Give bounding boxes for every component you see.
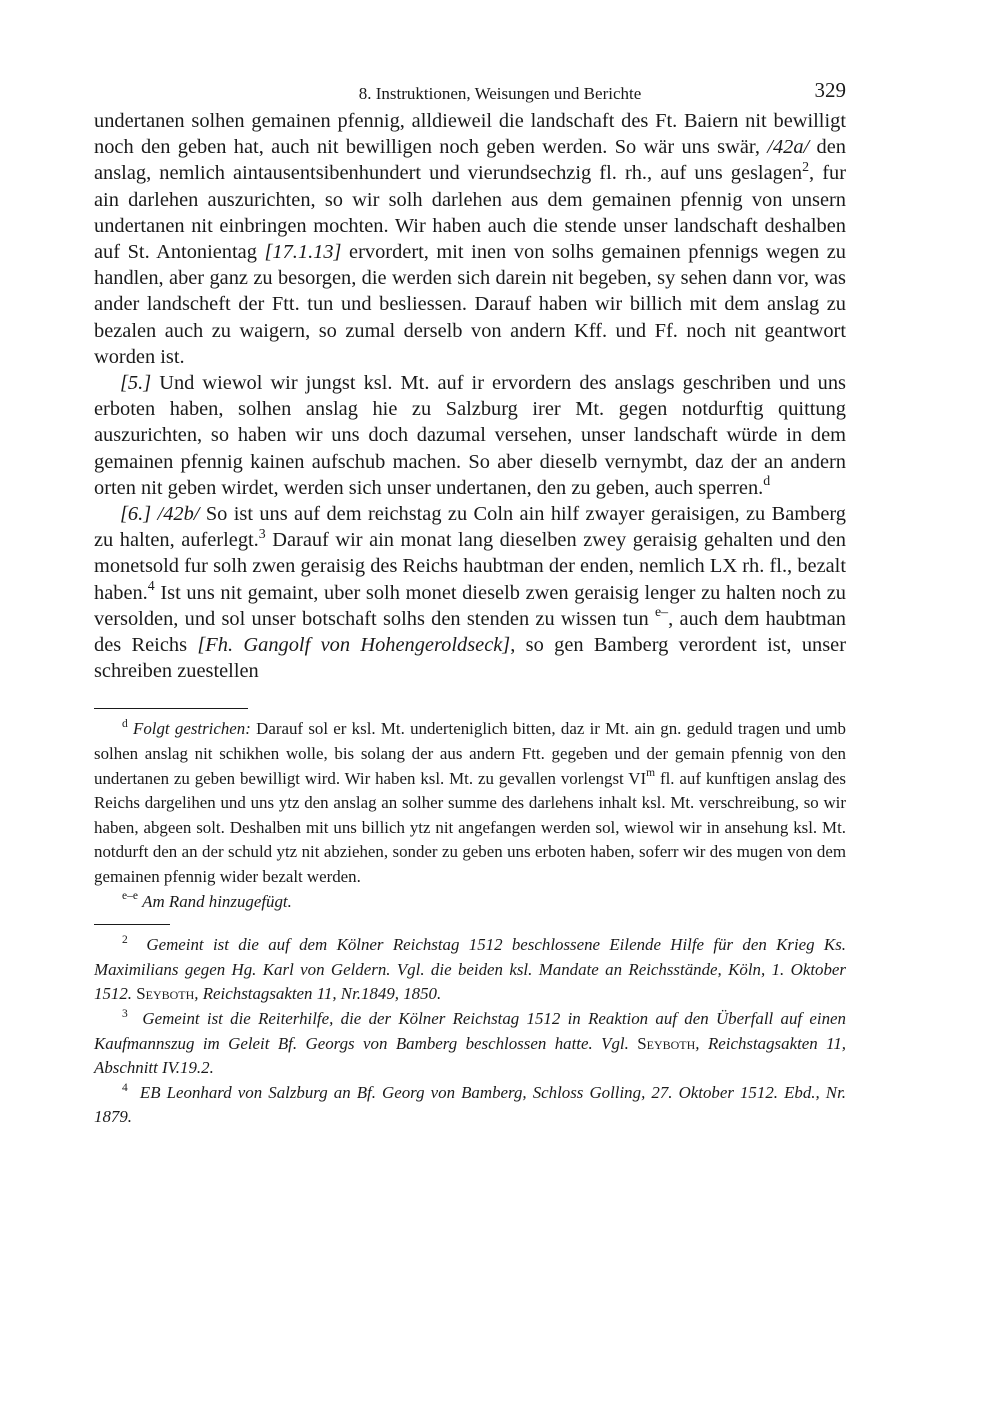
text-run: Ist uns nit gemaint, uber solh monet dieselb zwen geraisig lenger zu halten noch zu versolden, und sol unser botschaft solhs den stenden zu wissen tun [94, 581, 846, 630]
text-run: Darauf wir ain monat lang dieselben zwey geraisig gehalten und den monetsold fur solh zwen geraisig des Reichs haubtman der enden, nemlich LX rh. fl., bezalt haben. [94, 529, 846, 604]
footnote-ref: 2 [802, 159, 810, 175]
note-lead: Folgt gestrichen: [133, 719, 251, 739]
author-name: Seyboth [637, 1033, 696, 1053]
textual-note-ref: d [763, 474, 771, 490]
folio-marker: /42a/ [767, 136, 810, 159]
textual-note-e [94, 890, 846, 915]
note-mark: e–e [122, 890, 138, 903]
textual-notes [94, 717, 846, 914]
text-run: , so gen Bamberg verordent ist, unser schreiben zuestellen [94, 634, 846, 683]
editorial-date: [17.1.13] [264, 241, 342, 264]
note-text: , Reichstagsakten 11, Abschnitt IV.19.2. [94, 1033, 846, 1078]
note-mark: 4 [122, 1081, 128, 1094]
footnote-2 [94, 933, 846, 1007]
text-run: , fur ain darlehen auszurichten, so wir solh darlehen aus dem gemainen pfennig von unsern undertanen nit einbringen mochten. Wir haben auch die stende unser landschaft deshalben auf St. Antonientag [94, 162, 846, 264]
footnote-ref: 4 [147, 579, 155, 595]
textual-note-d [94, 717, 846, 889]
page-number: 329 [814, 78, 846, 102]
commentary-notes [94, 933, 846, 1130]
section-number: [5.] [120, 372, 152, 395]
main-text [94, 108, 846, 684]
author-name: Seyboth [136, 984, 195, 1004]
paragraph-2 [94, 370, 846, 501]
textual-note-ref: e– [655, 605, 669, 621]
footnote-4 [94, 1081, 846, 1130]
text-run: ervordert, mit inen von solhs gemainen pfennigs wegen zu handlen, aber ganz zu besorgen, die werden sich darein nit begeben, sy sehen dann vor, was ander landscheft der Ftt. tun und besliessen. Darauf haben wir billich mit dem anslag zu bezalen auch zu waigern, so zumal derselb von andern Kff. und Ff. noch nit geantwort worden ist. [94, 241, 846, 368]
text-run: , auch dem haubtman des Reichs [94, 607, 846, 657]
note-text: Am Rand hinzugefügt. [142, 891, 292, 911]
running-header [94, 78, 846, 108]
note-text: Darauf sol er ksl. Mt. underteniglich bitten, daz ir Mt. ain gn. geduld tragen und umb solhen anslag nit schikhen wolle, bis solang der aus andern Ftt. gegeben und der gemain pfennig von den undertanen zu geben bewilligt wird. Wir haben ksl. Mt. zu gevallen vorlengst VI [94, 719, 846, 788]
text-run: So ist uns auf dem reichstag zu Coln ain hilf zwayer geraisigen, zu Bamberg zu halten, auferlegt. [94, 503, 846, 552]
note-mark: d [122, 718, 128, 731]
note-text: Gemeint ist die Reiterhilfe, die der Kölner Reichstag 1512 in Reaktion auf den Überfall auf einen Kaufmannszug im Geleit Bf. Georgs von Bamberg beschlossen hatte. Vgl. [94, 1009, 847, 1053]
note-text: , Reichstagsakten 11, Nr.1849, 1850. [194, 984, 442, 1004]
running-title: 8. Instruktionen, Weisungen und Berichte [358, 84, 642, 103]
paragraph-3 [94, 501, 846, 684]
footnote-divider [94, 708, 248, 709]
note-text: EB Leonhard von Salzburg an Bf. Georg von Bamberg, Schloss Golling, 27. Oktober 1512. Ebd., Nr. 1879. [94, 1082, 846, 1127]
section-number: [6.] /42b/ [120, 503, 200, 526]
note-text: Gemeint ist die auf dem Kölner Reichstag 1512 beschlossene Eilende Hilfe für den Krieg Ks. Maximilians gegen Hg. Karl von Geldern. Vgl. die beiden ksl. Mandate an Reichsstände, Köln, 1. Oktober 1512. [94, 935, 846, 1004]
text-run: Und wiewol wir jungst ksl. Mt. auf ir ervordern des anslags geschriben und uns erboten haben, solhen anslag hie zu Salzburg irer Mt. gegen notdurftig quittung auszurichten, so haben wir uns doch dazumal versehen, unser landschaft würde in dem gemainen pfennig kainen aufschub machen. So aber dieselb vernymbt, daz der an andern orten nit geben wirdet, werden sich unser undertanen, den zu geben, auch sperren. [94, 372, 846, 499]
footnote-ref: 3 [258, 526, 266, 542]
text-run: den anslag, nemlich aintausentsibenhundert und vierundsechzig fl. rh., auf uns geslagen [94, 136, 846, 185]
footnote-3 [94, 1007, 846, 1081]
note-mark: 3 [122, 1007, 128, 1020]
note-mark: 2 [122, 934, 128, 947]
editorial-name: [Fh. Gangolf von Hohengeroldseck] [197, 634, 511, 657]
text-run: undertanen solhen gemainen pfennig, alldieweil die landschaft des Ft. Baiern nit bewilligt noch den geben hat, auch nit bewilligen noch geben werden. So wär uns swär, [94, 110, 846, 159]
superscript: m [646, 767, 656, 780]
page [94, 78, 846, 1130]
note-text: fl. auf kunftigen anslag des Reichs dargelihen und uns ytz den anslag an solher summe des darlehens inhalt ksl. Mt. verschreibung, so wir haben, abgeen solt. Deshalben mit uns billich ytz nit angefangen werden sol, wiewol wir in ansehung ksl. Mt. notdurft den an der schuld ytz nit abziehen, sonder zu geben uns erboten haben, soferr wir des mugen von dem gemainen pfennig wider bezalt werden. [94, 768, 846, 887]
footnote-divider [94, 924, 170, 925]
paragraph-1 [94, 108, 846, 370]
